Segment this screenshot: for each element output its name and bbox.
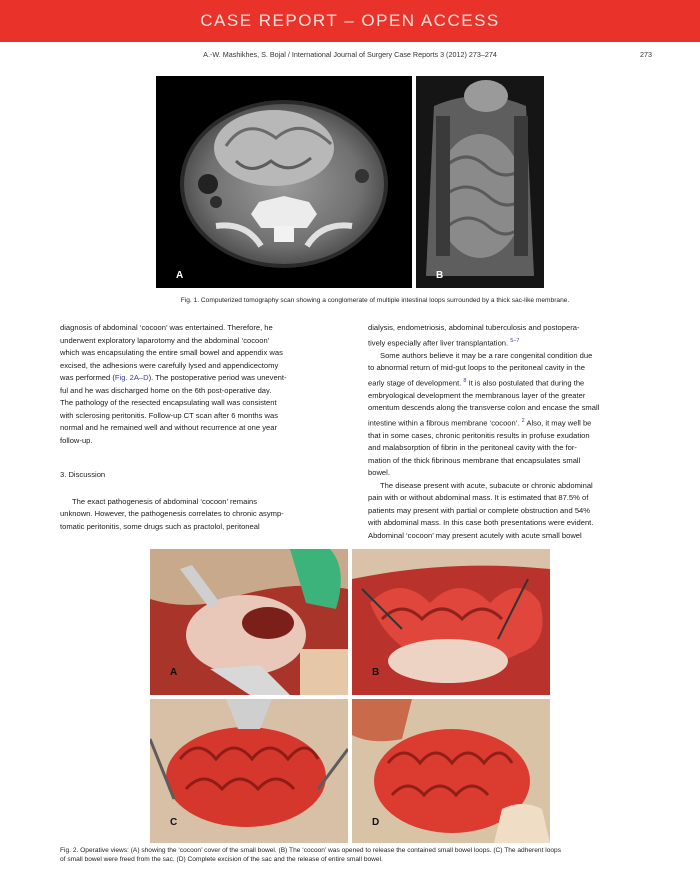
section-heading-discussion: 3. Discussion: [60, 470, 106, 479]
text-line: which was encapsulating the entire small bowel and appendix was: [60, 348, 283, 357]
text-line: The disease present with acute, subacute or chronic abdominal: [380, 480, 593, 490]
citation-line: A.-W. Mashikhes, S. Bojal / International Journal of Surgery Case Reports 3 (2012) 273–274: [203, 50, 497, 59]
text-line: embryological development the membranous layer of the greater: [368, 390, 586, 400]
text-line: excised, the adhesions were carefully lysed and appendicectomy: [60, 360, 279, 370]
operative-graphic-d: [352, 699, 550, 843]
text-line: bowel.: [368, 468, 390, 478]
figure-2-link[interactable]: Fig. 2A–D: [114, 373, 149, 382]
figure-2: [150, 549, 550, 843]
operative-view-b: [352, 549, 550, 695]
text-line: omentum descends along the transverse colon and encase the small: [368, 403, 600, 413]
text-line: Also, it may well be: [524, 418, 592, 428]
text-line: and malabsorption of fibrin in the peritoneal cavity with the for-: [368, 443, 577, 453]
text-line: tively especially after liver transplantation.: [368, 338, 509, 348]
left-column: [60, 322, 352, 533]
ct-coronal-graphic: [416, 76, 544, 288]
text-line: intestine within a fibrous membrane ‘cocoon’.: [368, 418, 520, 428]
banner-title: CASE REPORT – OPEN ACCESS: [200, 11, 500, 30]
text-line: Abdominal ‘cocoon’ may present acutely with acute small bowel: [368, 530, 582, 540]
paragraph-discussion: [60, 496, 352, 534]
text-line: pain with or without abdominal mass. It is estimated that 87.5% of: [368, 493, 589, 503]
reference-5-7[interactable]: 5–7: [510, 337, 520, 344]
panel-label-c: C: [170, 817, 178, 828]
text-line: ful and he was discharged home on the 6th post-operative day.: [60, 385, 272, 395]
operative-graphic-a: [150, 549, 348, 695]
text-line: early stage of development.: [368, 378, 462, 388]
text-line: follow-up.: [60, 435, 93, 445]
panel-label-d: D: [372, 817, 380, 828]
text-line: that in some cases, chronic peritonitis results in profuse exudation: [368, 430, 590, 440]
text-line: dialysis, endometriosis, abdominal tuberculosis and postopera-: [368, 323, 580, 332]
text-line: It is also postulated that during the: [466, 378, 585, 388]
ct-axial-graphic: [156, 76, 412, 288]
caption-line: Fig. 2. Operative views: (A) showing the ‘cocoon’ cover of the small bowel. (B) The ‘cocoon’ was opened to release the contained small bowel loops. (C) The adherent loops: [60, 847, 562, 854]
text-line: normal and he remained well and without recurrence at one year: [60, 423, 277, 432]
figure-1-caption: Fig. 1. Computerized tomography scan showing a conglomerate of multiple intestinal loops surrounded by a thick sac-like membrane.: [180, 297, 570, 304]
text-line: tomatic peritonitis, some drugs such as practolol, peritoneal: [60, 521, 260, 531]
text-line: Some authors believe it may be a rare congenital condition due: [380, 350, 593, 360]
ct-coronal-image: [416, 76, 544, 288]
paragraph-presentation: [368, 480, 660, 543]
paragraph-case-outcome: [60, 322, 352, 447]
text-line: patients may present with partial or complete obstruction and 54%: [368, 505, 591, 515]
text-line: The pathology of the resected encapsulating wall was consistent: [60, 398, 277, 407]
paragraph-congenital: [368, 350, 660, 480]
panel-label-b: B: [372, 667, 380, 678]
text-line: to abnormal return of mid-gut loops to the peritoneal cavity in the: [368, 363, 585, 373]
figure-1: [156, 76, 544, 288]
page-number: 273: [640, 50, 652, 59]
panel-label-a: A: [170, 667, 178, 678]
operative-graphic-c: [150, 699, 348, 843]
text-line: underwent exploratory laparotomy and the abdominal ‘cocoon’: [60, 335, 270, 345]
operative-view-c: [150, 699, 348, 843]
text-line: unknown. However, the pathogenesis correlates to chronic asymp-: [60, 509, 284, 518]
text-line: ). The postoperative period was unevent-: [148, 373, 287, 382]
operative-graphic-b: [352, 549, 550, 695]
text-line: diagnosis of abdominal ‘cocoon’ was entertained. Therefore, he: [60, 323, 273, 332]
ct-axial-image: [156, 76, 412, 288]
caption-line: of small bowel were freed from the sac. (D) Complete excision of the sac and the release of entire small bowel.: [60, 856, 383, 863]
text-line: The exact pathogenesis of abdominal ‘cocoon’ remains: [72, 496, 258, 506]
text-line: mation of the thick fibrinous membrane that encapsulates small: [368, 455, 581, 465]
operative-view-a: [150, 549, 348, 695]
paragraph-etiology: [368, 322, 660, 350]
text-line: was performed (: [60, 373, 115, 382]
figure-2-caption: [60, 846, 656, 864]
text-line: with abdominal mass. In this case both presentations were evident.: [368, 518, 594, 528]
reference-2[interactable]: 2: [521, 417, 525, 424]
panel-label-b: B: [436, 270, 444, 281]
operative-view-d: [352, 699, 550, 843]
text-line: with sclerosing peritonitis. Follow-up CT scan after 6 months was: [60, 410, 279, 420]
journal-banner: [0, 0, 700, 42]
panel-label-a: A: [176, 270, 184, 281]
reference-8[interactable]: 8: [463, 377, 467, 384]
right-column: [368, 322, 660, 542]
